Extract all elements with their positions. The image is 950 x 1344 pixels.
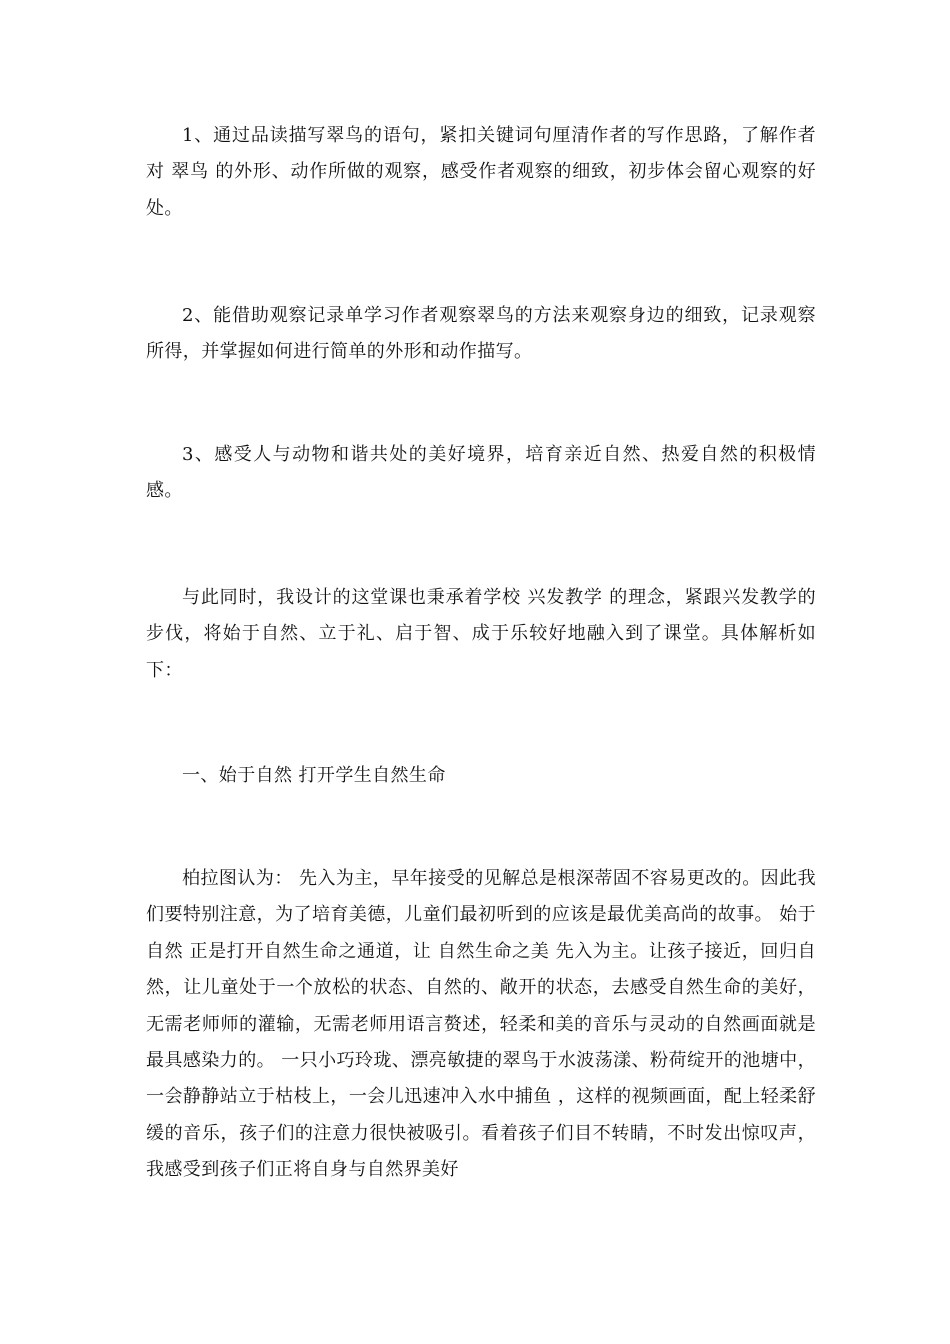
- objective-paragraph-3: 3、感受人与动物和谐共处的美好境界，培育亲近自然、热爱自然的积极情感。: [146, 444, 816, 502]
- objective-paragraph-2: 2、能借助观察记录单学习作者观察翠鸟的方法来观察身边的细致，记录观察所得，并掌握如何进行简单的外形和动作描写。: [146, 305, 816, 363]
- section-heading: 一、始于自然 打开学生自然生命: [182, 765, 446, 786]
- objective-paragraph-1: 1、通过品读描写翠鸟的语句，紧扣关键词句厘清作者的写作思路，了解作者对 翠鸟 的外形、动作所做的观察，感受作者观察的细致，初步体会留心观察的好处。: [146, 125, 816, 219]
- body-paragraph: 柏拉图认为： 先入为主，早年接受的见解总是根深蒂固不容易更改的。因此我们要特别注意，为了培育美德，儿童们最初听到的应该是最优美高尚的故事。 始于自然 正是打开自然生命之通道，让 自然生命之美 先入为主。让孩子接近，回归自然，让儿童处于一个放松的状态、自然的、敞开的状态，去感受自然生命的美好，无需老师师的灌输，无需老师用语言赘述，轻柔和美的音乐与灵动的自然画面就是最具感染力的。 一只小巧玲珑、漂亮敏捷的翠鸟于水波荡漾、粉荷绽开的池塘中，一会静静站立于枯枝上，一会儿迅速冲入水中捕鱼 ，这样的视频画面，配上轻柔舒缓的音乐，孩子们的注意力很快被吸引。看着孩子们目不转睛，不时发出惊叹声，我感受到孩子们正将自身与自然界美好: [146, 868, 816, 1181]
- concept-paragraph: 与此同时，我设计的这堂课也秉承着学校 兴发教学 的理念，紧跟兴发教学的步伐，将始于自然、立于礼、启于智、成于乐较好地融入到了课堂。具体解析如下：: [146, 587, 816, 681]
